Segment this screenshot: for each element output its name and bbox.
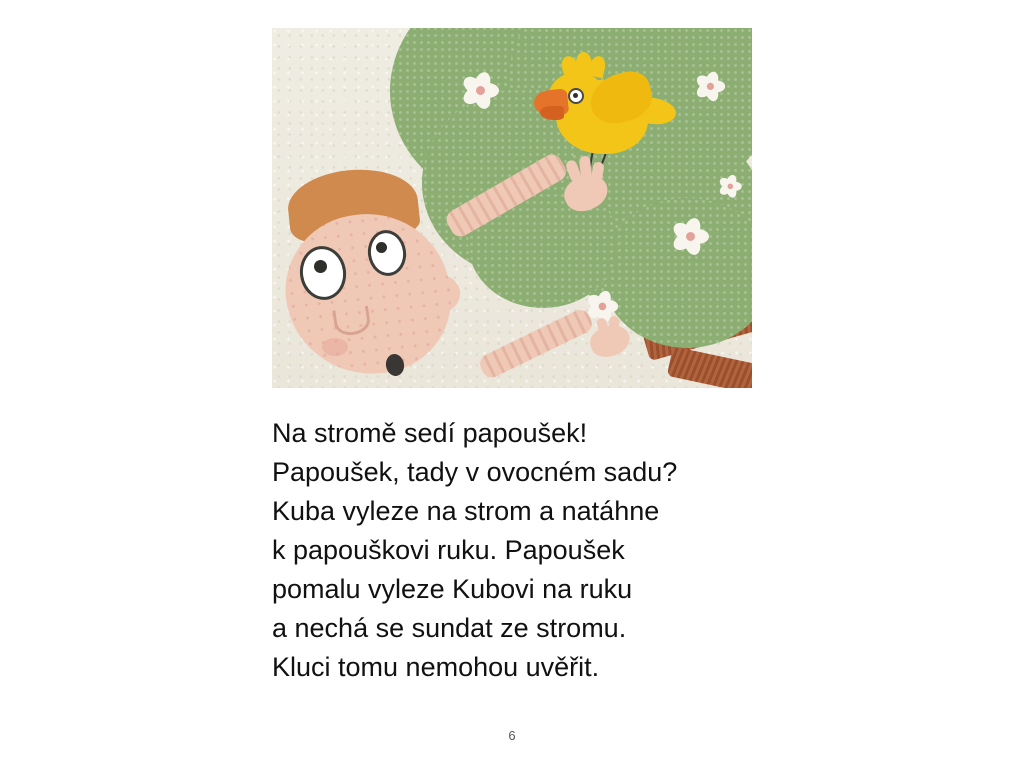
boy-cheek — [322, 338, 348, 356]
story-text — [272, 414, 792, 687]
parrot-eye — [568, 88, 584, 104]
boy-pupil — [314, 260, 327, 273]
story-line: Kluci tomu nemohou uvěřit. — [272, 652, 600, 682]
page-number: 6 — [508, 728, 516, 743]
story-illustration — [272, 28, 752, 388]
story-line: Kuba vyleze na strom a natáhne — [272, 496, 660, 526]
blossom-icon — [460, 70, 500, 110]
story-line: pomalu vyleze Kubovi na ruku — [272, 574, 633, 604]
story-line: a nechá se sundat ze stromu. — [272, 613, 627, 643]
blossom-icon — [694, 70, 726, 102]
blossom-icon — [718, 174, 743, 199]
blossom-icon — [670, 216, 710, 256]
story-line: Na stromě sedí papoušek! — [272, 418, 588, 448]
story-line: k papouškovi ruku. Papoušek — [272, 535, 625, 565]
parrot-beak-lower — [540, 106, 564, 120]
boy-pupil — [376, 242, 387, 253]
story-line: Papoušek, tady v ovocném sadu? — [272, 457, 678, 487]
